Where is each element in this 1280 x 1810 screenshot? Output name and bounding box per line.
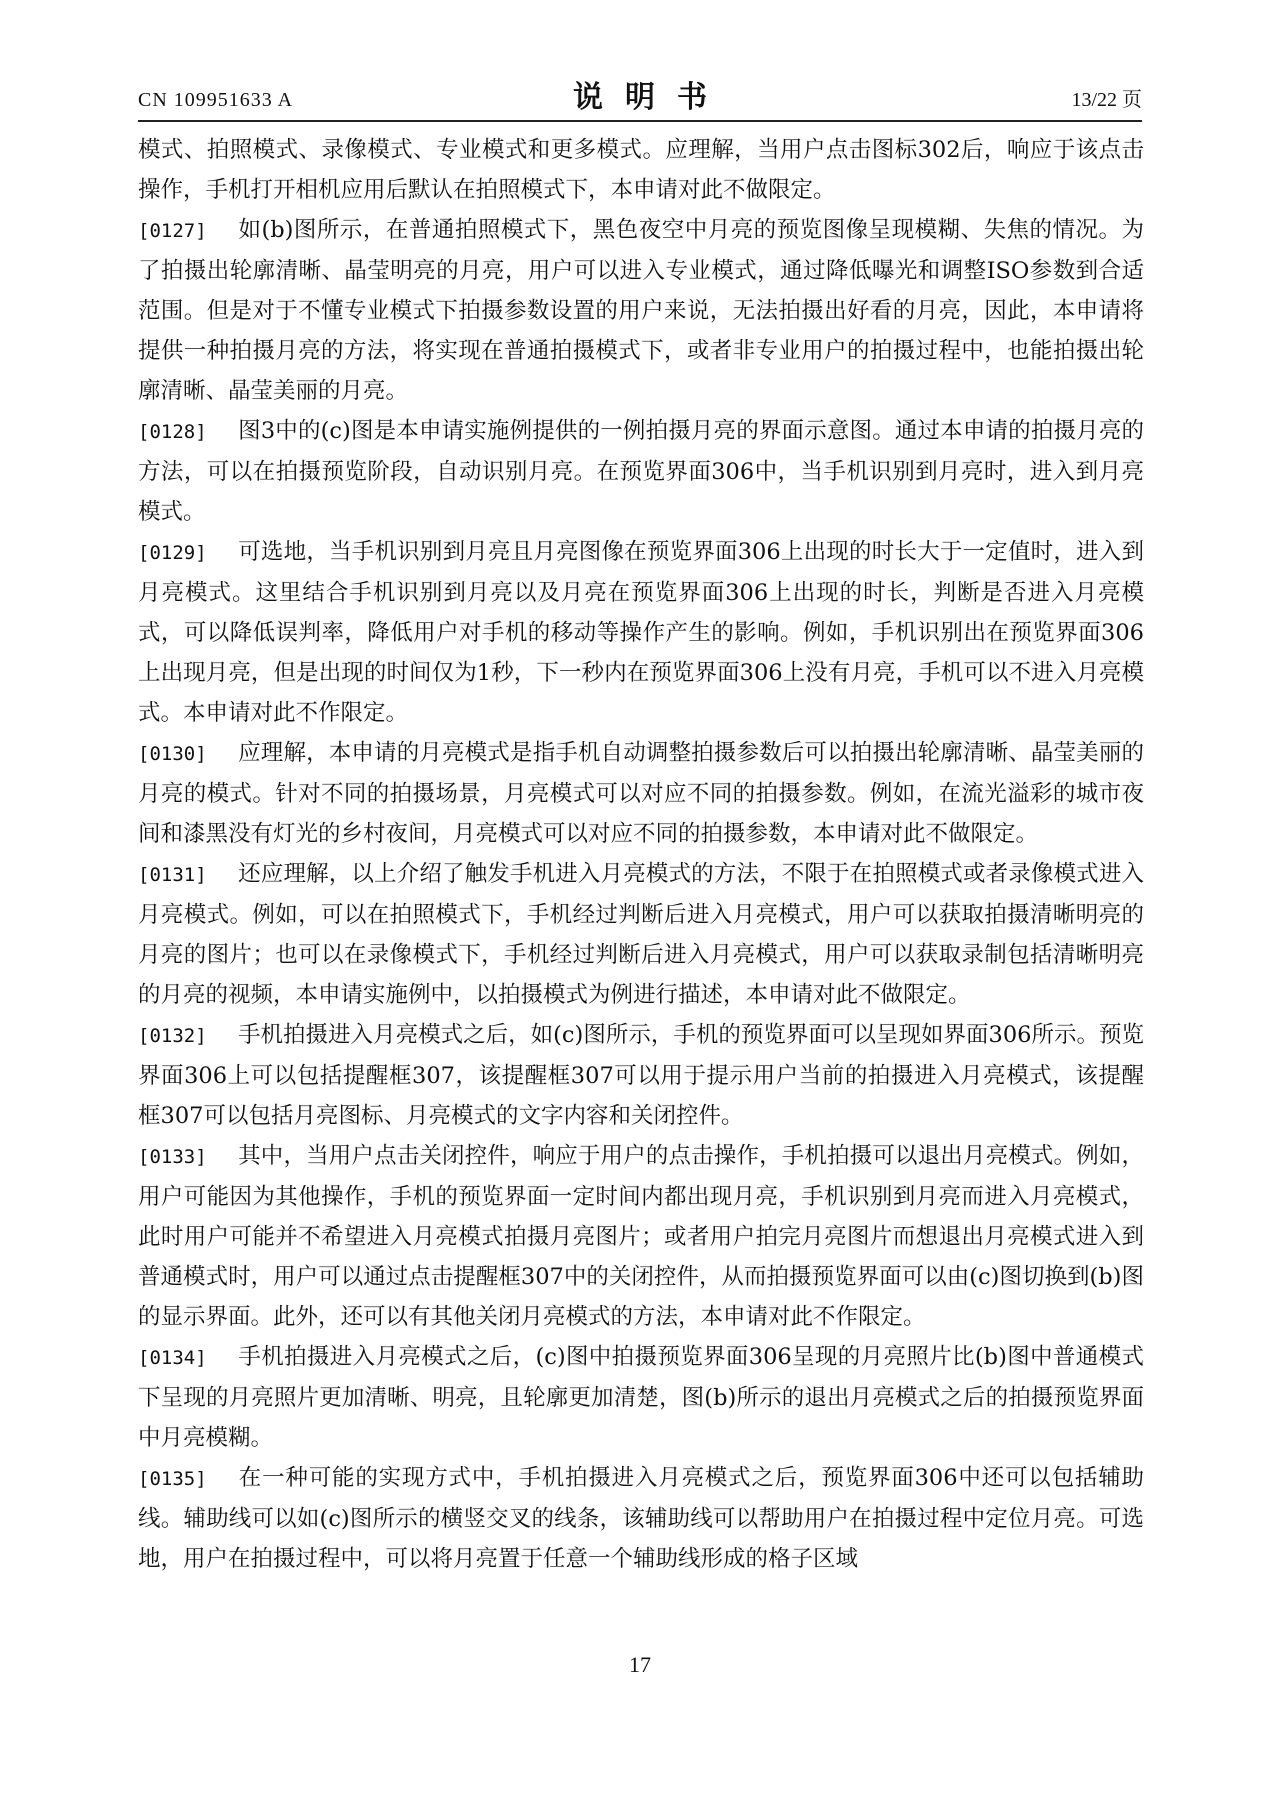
paragraph-0131	[138, 854, 1144, 1015]
paragraph-number: [0127]	[138, 220, 207, 242]
document-title: 说明书	[573, 80, 729, 115]
document-body	[138, 130, 1144, 1579]
page-number: 17	[629, 1652, 651, 1677]
paragraph-text: 还应理解，以上介绍了触发手机进入月亮模式的方法，不限于在拍照模式或者录像模式进入月亮模式。例如，可以在拍照模式下，手机经过判断后进入月亮模式，用户可以获取拍摄清晰明亮的月亮的图片；也可以在录像模式下，手机经过判断后进入月亮模式，用户可以获取录制包括清晰明亮的月亮的视频，本申请实施例中，以拍摄模式为例进行描述，本申请对此不做限定。	[138, 861, 1144, 1008]
paragraph-number: [0133]	[138, 1146, 207, 1168]
paragraph-text: 应理解，本申请的月亮模式是指手机自动调整拍摄参数后可以拍摄出轮廓清晰、晶莹美丽的月亮的模式。针对不同的拍摄场景，月亮模式可以对应不同的拍摄参数。例如，在流光溢彩的城市夜间和漆黑没有灯光的乡村夜间，月亮模式可以对应不同的拍摄参数，本申请对此不做限定。	[138, 740, 1144, 847]
paragraph-number: [0131]	[138, 864, 207, 886]
page-count: 13/22 页	[1071, 89, 1142, 111]
paragraph-number: [0130]	[138, 743, 207, 765]
paragraph-text: 如(b)图所示，在普通拍照模式下，黑色夜空中月亮的预览图像呈现模糊、失焦的情况。为了拍摄出轮廓清晰、晶莹明亮的月亮，用户可以进入专业模式，通过降低曝光和调整ISO参数到合适范围。但是对于不懂专业模式下拍摄参数设置的用户来说，无法拍摄出好看的月亮，因此，本申请将提供一种拍摄月亮的方法，将实现在普通拍摄模式下，或者非专业用户的拍摄过程中，也能拍摄出轮廓清晰、晶莹美丽的月亮。	[138, 217, 1144, 404]
paragraph-number: [0134]	[138, 1347, 207, 1369]
paragraph-number: [0128]	[138, 421, 207, 443]
paragraph-text: 可选地，当手机识别到月亮且月亮图像在预览界面306上出现的时长大于一定值时，进入到月亮模式。这里结合手机识别到月亮以及月亮在预览界面306上出现的时长，判断是否进入月亮模式，可以降低误判率，降低用户对手机的移动等操作产生的影响。例如，手机识别出在预览界面306上出现月亮，但是出现的时间仅为1秒，下一秒内在预览界面306上没有月亮，手机可以不进入月亮模式。本申请对此不作限定。	[138, 539, 1144, 726]
paragraph-text: 手机拍摄进入月亮模式之后，如(c)图所示，手机的预览界面可以呈现如界面306所示。预览界面306上可以包括提醒框307，该提醒框307可以用于提示用户当前的拍摄进入月亮模式，该提醒框307可以包括月亮图标、月亮模式的文字内容和关闭控件。	[138, 1022, 1144, 1129]
paragraph-0132	[138, 1015, 1144, 1136]
paragraph-number: [0129]	[138, 542, 207, 564]
paragraph-0130	[138, 733, 1144, 854]
page-header	[138, 72, 1142, 122]
paragraph-0129	[138, 532, 1144, 733]
paragraph-0134	[138, 1337, 1144, 1458]
paragraph-0135	[138, 1458, 1144, 1579]
paragraph-text: 在一种可能的实现方式中，手机拍摄进入月亮模式之后，预览界面306中还可以包括辅助线。辅助线可以如(c)图所示的横竖交叉的线条，该辅助线可以帮助用户在拍摄过程中定位月亮。可选地，用户在拍摄过程中，可以将月亮置于任意一个辅助线形成的格子区域	[138, 1465, 1144, 1572]
paragraph-text: 图3中的(c)图是本申请实施例提供的一例拍摄月亮的界面示意图。通过本申请的拍摄月亮的方法，可以在拍摄预览阶段，自动识别月亮。在预览界面306中，当手机识别到月亮时，进入到月亮模式。	[138, 418, 1144, 525]
paragraph-text: 模式、拍照模式、录像模式、专业模式和更多模式。应理解，当用户点击图标302后，响应于该点击操作，手机打开相机应用后默认在拍照模式下，本申请对此不做限定。	[138, 137, 1144, 203]
paragraph-number: [0135]	[138, 1468, 207, 1490]
paragraph-0133	[138, 1136, 1144, 1337]
paragraph-number: [0132]	[138, 1025, 207, 1047]
paragraph-text: 其中，当用户点击关闭控件，响应于用户的点击操作，手机拍摄可以退出月亮模式。例如，用户可能因为其他操作，手机的预览界面一定时间内都出现月亮，手机识别到月亮而进入月亮模式，此时用户可能并不希望进入月亮模式拍摄月亮图片；或者用户拍完月亮图片而想退出月亮模式进入到普通模式时，用户可以通过点击提醒框307中的关闭控件，从而拍摄预览界面可以由(c)图切换到(b)图的显示界面。此外，还可以有其他关闭月亮模式的方法，本申请对此不作限定。	[138, 1143, 1144, 1330]
paragraph-text: 手机拍摄进入月亮模式之后，(c)图中拍摄预览界面306呈现的月亮照片比(b)图中普通模式下呈现的月亮照片更加清晰、明亮，且轮廓更加清楚，图(b)所示的退出月亮模式之后的拍摄预览界面中月亮模糊。	[138, 1344, 1144, 1451]
paragraph	[138, 130, 1144, 210]
paragraph-0128	[138, 411, 1144, 532]
paragraph-0127	[138, 210, 1144, 411]
document-number: CN 109951633 A	[138, 89, 294, 111]
